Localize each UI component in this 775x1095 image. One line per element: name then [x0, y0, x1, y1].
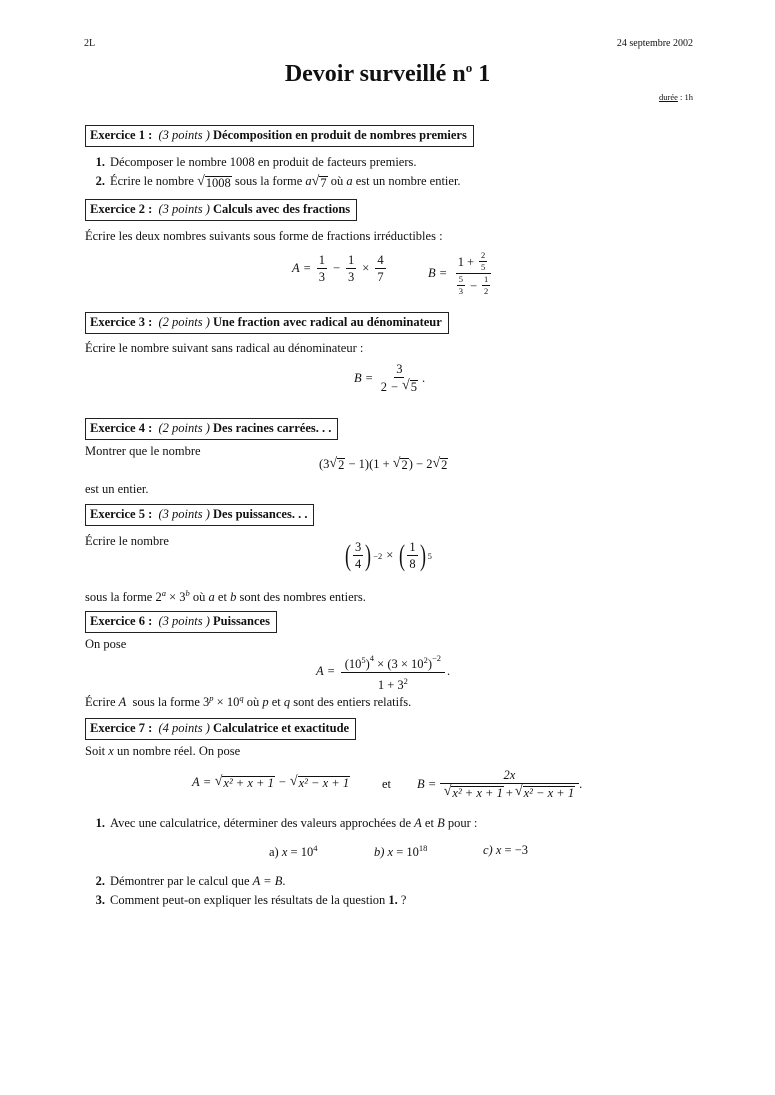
question-ref: 1. — [388, 893, 398, 907]
duration-label: durée — [658, 92, 678, 102]
fraction — [379, 362, 420, 394]
sqrt-expression: √ 2 — [329, 456, 345, 472]
sqrt-arg: 5 — [410, 380, 417, 394]
exercise-6-intro: On pose — [85, 637, 127, 651]
formula-B-sqrt: B = 2x √ x² + x + 1 + √ x² − x + 1 . — [417, 768, 583, 800]
term: (3 — [319, 457, 330, 471]
sqrt-arg: x² − x + 1 — [523, 786, 575, 800]
equation: A = B — [252, 874, 283, 888]
exercise-label: Exercice 7 : — [90, 721, 153, 735]
text: Soit — [85, 744, 109, 758]
operator: + — [505, 785, 513, 800]
item-text: Démontrer par le calcul que — [110, 874, 253, 888]
denominator: 3 — [458, 286, 463, 296]
punctuation: . — [579, 776, 583, 791]
sqrt-expression: √ x² + x + 1 — [443, 784, 503, 800]
formula-B: B = 1 + $\frac{2}{5}$ $\frac{5}{3}$ − $\frac{1}{2}$ — [428, 251, 496, 296]
sqrt-expression: √ x² + x + 1 — [214, 774, 274, 790]
exponent: p — [209, 693, 214, 703]
item-text: pour : — [444, 816, 478, 830]
page-title — [0, 60, 775, 88]
text: × 10 — [213, 695, 240, 709]
denominator: 4 — [355, 557, 362, 571]
numerator: 5 — [458, 274, 463, 284]
lhs: A — [316, 664, 324, 678]
term: ) — [365, 657, 370, 671]
lhs: B — [417, 776, 425, 791]
sqrt-expression: √ 7 — [311, 174, 327, 190]
sqrt-expression: √ 5 — [402, 378, 417, 394]
case-label: b) — [374, 845, 385, 859]
sqrt-expression: √ 2 — [432, 456, 448, 472]
exercise-label: Exercice 3 : — [90, 315, 153, 329]
lhs: A — [192, 775, 200, 789]
sqrt-expression: √ 2 — [392, 456, 408, 472]
lhs: A — [292, 261, 300, 275]
denominator: 2 — [484, 286, 489, 296]
fraction — [346, 253, 356, 284]
item-text: sous la forme — [231, 174, 306, 188]
sqrt-expression: √ 1008 — [197, 174, 231, 190]
punctuation: . — [421, 370, 426, 385]
exercise-label: Exercice 1 : — [90, 128, 153, 142]
exercise-topic: Des puissances. . . — [213, 507, 308, 521]
exercise-7-item-2 — [88, 874, 286, 889]
case-label: c) — [483, 843, 493, 857]
item-number: 1. — [95, 155, 105, 169]
item-number: 3. — [95, 893, 105, 907]
var: x — [281, 845, 288, 859]
title-sup: o — [465, 60, 473, 75]
exponent: 18 — [418, 843, 428, 853]
case-c — [483, 843, 528, 858]
exercise-1-item-1 — [88, 155, 417, 170]
exponent: 5 — [361, 655, 366, 665]
term: − 1)(1 + — [345, 457, 393, 471]
exercise-5-outro — [85, 588, 366, 605]
operator: × — [386, 548, 394, 562]
numerator: 3 — [355, 540, 362, 554]
exponent: 2 — [423, 655, 428, 665]
exercise-5-intro: Écrire le nombre — [85, 534, 169, 548]
text: sont des entiers relatifs. — [290, 695, 412, 709]
var: A — [118, 695, 127, 709]
term: ) − 2 — [408, 457, 433, 471]
case-value: = 10 — [287, 845, 314, 859]
var: a — [305, 174, 312, 188]
case-b — [374, 843, 427, 860]
exercise-7-item-1 — [88, 816, 477, 831]
denominator: 3 — [318, 270, 325, 284]
exponent: 4 — [313, 843, 318, 853]
den-term: 2 — [380, 379, 387, 394]
item-text: Avec une calculatrice, déterminer des valeurs approchées de — [110, 816, 415, 830]
operator: × — [362, 261, 370, 275]
text: Écrire — [85, 695, 119, 709]
exercise-1-header — [85, 125, 474, 147]
numerator: 2 — [481, 250, 486, 260]
fraction — [453, 251, 495, 296]
formula-powers: ( $\frac{3}{4}$ ) −2 × ( $\frac{1}{8}$ ) 5 — [345, 538, 432, 572]
numerator: 3 — [396, 362, 403, 376]
sqrt-arg: x² − x + 1 — [298, 776, 350, 790]
exercise-topic: Calculatrice et exactitude — [213, 721, 350, 735]
title-number: 1 — [472, 61, 491, 87]
exercise-points: (2 points ) — [158, 315, 210, 329]
exercise-4-intro: Montrer que le nombre — [85, 444, 201, 458]
fraction — [482, 275, 490, 296]
exponent: b — [185, 588, 190, 598]
exercise-points: (2 points ) — [158, 421, 210, 435]
sqrt-arg: 2 — [338, 458, 345, 472]
conjunction-et: et — [382, 777, 392, 791]
num-term: 1 — [457, 254, 464, 269]
exercise-4-header — [85, 418, 338, 440]
formula-A: A = $\frac{1}{3}$ − $\frac{1}{3}$ × $\frac{4}{7}$ — [292, 253, 384, 284]
item-text: et — [421, 816, 438, 830]
exercise-label: Exercice 2 : — [90, 202, 153, 216]
exponent: a — [161, 588, 166, 598]
numerator: 4 — [377, 253, 384, 267]
exercise-3-header — [85, 312, 449, 334]
exercise-6-outro — [85, 693, 411, 710]
lhs: B — [354, 370, 362, 385]
exercise-2-header — [85, 199, 357, 221]
denominator — [376, 673, 410, 692]
exponent: 4 — [369, 653, 375, 663]
var: b — [230, 590, 237, 604]
exercise-7-item-3 — [88, 893, 406, 908]
var: p — [262, 695, 269, 709]
title-text: Devoir surveillé n — [284, 61, 466, 87]
denominator — [453, 274, 495, 296]
exercise-3-intro: Écrire le nombre suivant sans radical au dénominateur : — [85, 341, 364, 355]
exercise-7-header — [85, 718, 356, 740]
numerator — [456, 251, 492, 274]
lhs: B — [428, 266, 436, 280]
punctuation: . — [447, 664, 451, 678]
item-text: où — [327, 174, 347, 188]
fraction — [353, 540, 363, 571]
text: et — [268, 695, 284, 709]
formula-A-powers: A = $\frac{(10^5)^4 \times (3 \times 10^2)^{-2}}{1 + 3^2}$ . — [316, 653, 451, 692]
operator: − — [390, 379, 399, 394]
item-number: 1. — [95, 816, 105, 830]
sqrt-arg: x² + x + 1 — [223, 776, 274, 790]
exercise-7-intro — [85, 744, 240, 759]
fraction — [479, 251, 487, 272]
item-text: . — [282, 874, 286, 888]
term: 1 + 3 — [377, 678, 404, 692]
date-label: 24 septembre 2002 — [616, 38, 693, 49]
sqrt-expression: √ x² − x + 1 — [289, 774, 350, 790]
operator: − — [332, 261, 341, 275]
var: B — [437, 816, 445, 830]
numerator: 2x — [440, 768, 579, 784]
item-text: est un nombre entier. — [352, 174, 461, 188]
text: où — [189, 590, 209, 604]
exponent: 2 — [403, 676, 408, 686]
exercise-points: (3 points ) — [158, 614, 210, 628]
fraction — [407, 540, 417, 571]
formula-A-sqrt: A = √ x² + x + 1 − √ x² − x + 1 — [192, 774, 350, 790]
numerator: 1 — [409, 540, 416, 554]
exercise-label: Exercice 5 : — [90, 507, 153, 521]
fraction — [317, 253, 327, 284]
exercise-topic: Puissances — [213, 614, 270, 628]
exercise-topic: Une fraction avec radical au dénominateur — [213, 315, 442, 329]
denominator — [379, 378, 420, 394]
exercise-label: Exercice 4 : — [90, 421, 153, 435]
formula-B-radical: B = 3 2 − √ 5 . — [354, 362, 426, 394]
exercise-1-item-2 — [88, 174, 461, 190]
exponent: −2 — [431, 653, 442, 663]
var: x — [108, 744, 114, 758]
item-number: 2. — [95, 174, 105, 188]
sqrt-arg: 2 — [441, 458, 448, 472]
exercise-label: Exercice 6 : — [90, 614, 153, 628]
fraction — [375, 253, 385, 284]
exercise-topic: Calculs avec des fractions — [213, 202, 351, 216]
text: un nombre réel. On pose — [113, 744, 241, 758]
numerator: 1 — [318, 253, 325, 267]
sqrt-arg: x² + x + 1 — [452, 786, 503, 800]
duration — [659, 92, 693, 102]
operator: + — [466, 254, 475, 269]
fraction — [457, 275, 465, 296]
var: x — [495, 843, 502, 857]
sqrt-arg: 1008 — [205, 176, 231, 190]
exercise-topic: Décomposition en produit de nombres premiers — [213, 128, 467, 142]
operator: − — [278, 775, 286, 789]
exercise-6-header — [85, 611, 277, 633]
sqrt-arg: 7 — [320, 176, 327, 190]
text: et — [214, 590, 231, 604]
var: a — [208, 590, 215, 604]
fraction — [341, 651, 445, 692]
exercise-topic: Des racines carrées. . . — [213, 421, 332, 435]
duration-value: : 1h — [677, 92, 693, 102]
denominator: 7 — [377, 270, 384, 284]
item-text: Comment peut-on expliquer les résultats de la question — [110, 893, 389, 907]
item-text: ? — [397, 893, 407, 907]
exercise-points: (4 points ) — [158, 721, 210, 735]
case-value: = −3 — [501, 843, 529, 857]
var: A — [414, 816, 422, 830]
exponent: 5 — [427, 550, 432, 561]
exercise-2-intro: Écrire les deux nombres suivants sous forme de fractions irréductibles : — [85, 229, 443, 243]
text: sous la forme 3 — [126, 695, 210, 709]
exercise-points: (3 points ) — [158, 507, 210, 521]
denominator: 5 — [481, 262, 486, 272]
term: ) — [427, 657, 432, 671]
var: x — [387, 845, 394, 859]
exercise-5-header — [85, 504, 314, 526]
exponent: −2 — [373, 550, 383, 561]
item-number: 2. — [95, 874, 105, 888]
exercise-points: (3 points ) — [158, 128, 210, 142]
denominator: 8 — [409, 557, 416, 571]
exercise-points: (3 points ) — [158, 202, 210, 216]
text: sont des nombres entiers. — [236, 590, 366, 604]
fraction — [442, 768, 577, 800]
exponent: q — [239, 693, 244, 703]
text: × 3 — [165, 590, 186, 604]
denominator: 3 — [348, 270, 355, 284]
numerator: 1 — [484, 274, 489, 284]
item-text: Écrire le nombre — [110, 174, 198, 188]
text: sous la forme 2 — [85, 590, 162, 604]
sqrt-arg: 2 — [401, 458, 408, 472]
sqrt-expression: √ x² − x + 1 — [514, 784, 575, 800]
term: × (3 × 10 — [374, 657, 424, 671]
class-label: 2L — [84, 38, 96, 49]
exercise-4-outro: est un entier. — [85, 482, 149, 496]
formula-roots — [319, 457, 448, 472]
term: (10 — [344, 657, 362, 671]
numerator: 1 — [348, 253, 355, 267]
numerator — [341, 651, 445, 673]
case-a — [269, 843, 317, 860]
text: où — [243, 695, 263, 709]
denominator — [442, 784, 577, 800]
var: q — [283, 695, 291, 709]
case-value: = 10 — [393, 845, 419, 859]
case-label: a) — [269, 845, 279, 859]
var: a — [346, 174, 353, 188]
operator: − — [469, 278, 478, 293]
item-text: Décomposer le nombre 1008 en produit de facteurs premiers. — [110, 155, 417, 169]
